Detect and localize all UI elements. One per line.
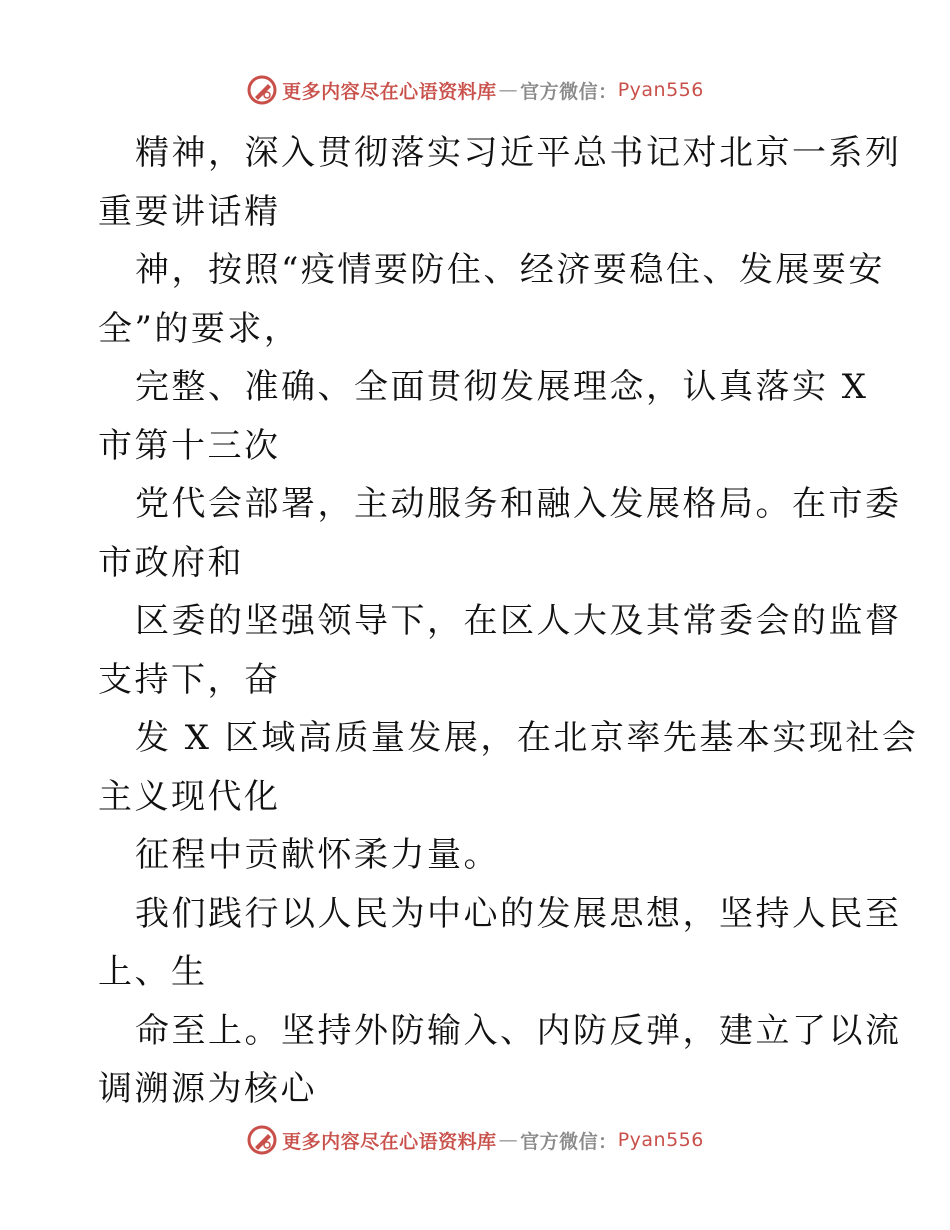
banner-dash: — xyxy=(498,1129,519,1151)
banner-dash: — xyxy=(498,79,519,101)
pen-logo-icon xyxy=(246,1124,278,1156)
text-line: 全”的要求， xyxy=(98,308,301,349)
text-line: 调溯源为核心 xyxy=(98,1069,317,1109)
text-line: 我们践行以人民为中心的发展思想，坚持人民至 xyxy=(135,893,902,934)
text-line: 征程中贡献怀柔力量。 xyxy=(135,835,500,875)
header-banner xyxy=(0,72,950,108)
text-line: 市政府和 xyxy=(98,542,244,583)
text-line: 区委的坚强领导下，在区人大及其常委会的监督 xyxy=(135,601,902,641)
footer-banner xyxy=(0,1122,950,1158)
wechat-account: Pyan556 xyxy=(617,1129,704,1151)
pen-logo-icon xyxy=(246,74,278,106)
text-line: 完整、准确、全面贯彻发展理念，认真落实 X xyxy=(135,367,869,407)
wechat-label: 官方微信： xyxy=(520,1130,618,1153)
text-line: 神，按照“疫情要防住、经济要稳住、发展要安 xyxy=(135,250,885,290)
text-line: 主义现代化 xyxy=(98,776,281,817)
text-line: 发 X 区域高质量发展，在北京率先基本实现社会 xyxy=(135,718,919,758)
text-line: 党代会部署，主动服务和融入发展格局。在市委 xyxy=(135,484,902,524)
wechat-label: 官方微信： xyxy=(520,80,618,103)
text-line: 精神，深入贯彻落实习近平总书记对北京一系列 xyxy=(135,133,902,173)
text-line: 市第十三次 xyxy=(98,425,281,466)
document-body xyxy=(98,124,919,1119)
wechat-account: Pyan556 xyxy=(617,79,704,101)
text-line: 重要讲话精 xyxy=(98,191,281,232)
text-line: 支持下，奋 xyxy=(98,659,281,700)
text-line: 上、生 xyxy=(98,952,208,992)
text-line: 命至上。坚持外防输入、内防反弹，建立了以流 xyxy=(135,1010,902,1051)
site-name: 更多内容尽在心语资料库 xyxy=(282,80,497,103)
site-name: 更多内容尽在心语资料库 xyxy=(282,1130,497,1153)
